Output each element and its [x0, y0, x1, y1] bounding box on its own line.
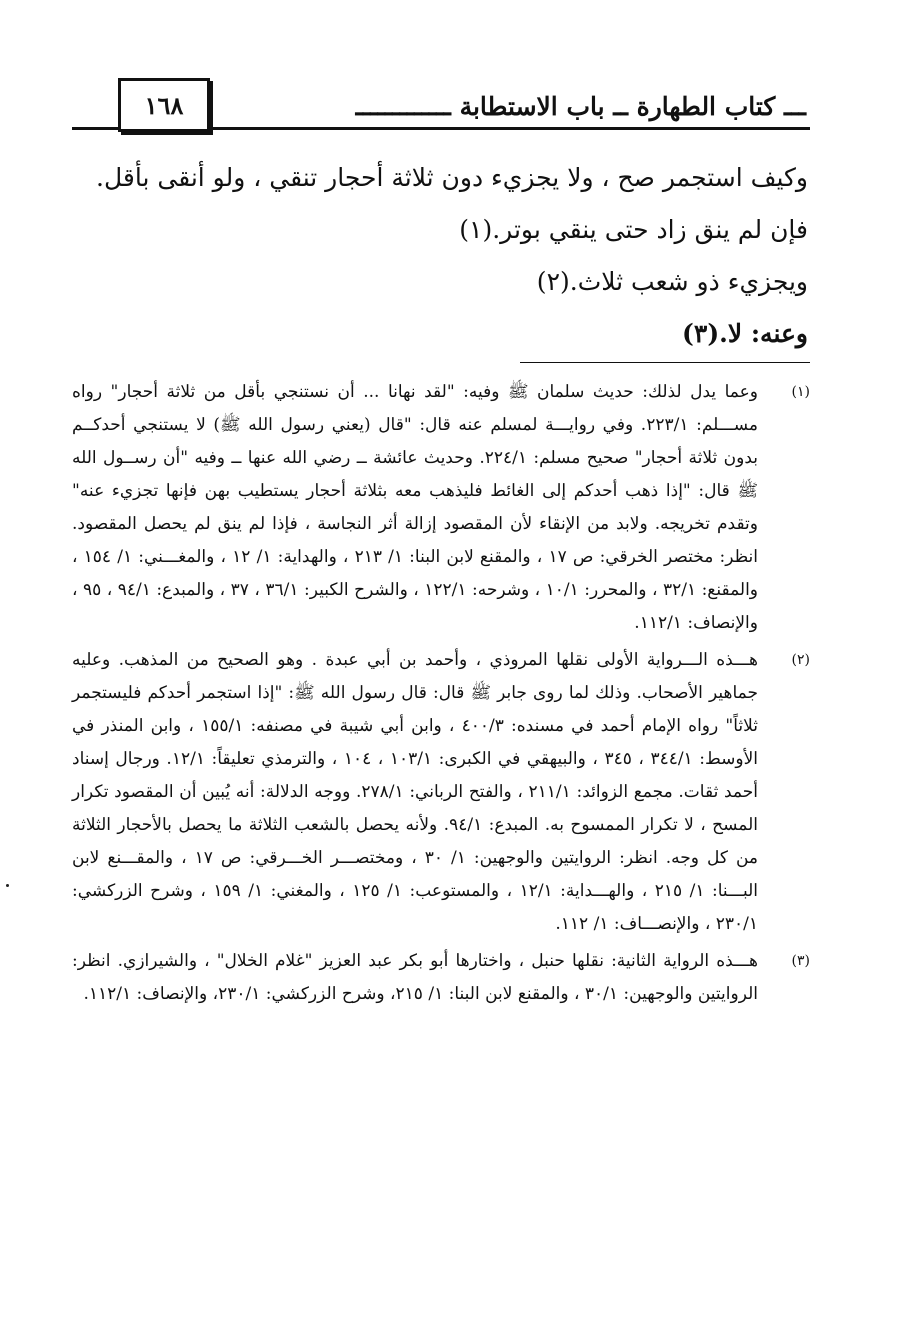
page-header [72, 78, 810, 130]
footnote [72, 945, 810, 1011]
footnote-number: (٣) [791, 953, 810, 969]
footnote [72, 376, 810, 640]
page-number: ١٦٨ [118, 78, 210, 132]
footnote-number: (١) [791, 384, 810, 400]
footnote-text: هـــذه الرواية الثانية: نقلها حنبل ، واختارها أبو بكر عبد العزيز "غلام الخلال" ، والشيرازي. انظر: الروايتين والوجهين: ٣٠/١ ، والمقنع لابن البنا: ١/ ٢١٥، وشرح الزركشي: ٢٣٠/١، والإنصاف: ١١٢/١. [72, 951, 758, 1004]
footnote [72, 644, 810, 941]
footnotes [72, 376, 810, 1015]
main-text [96, 152, 808, 360]
footnote-separator [520, 362, 810, 363]
main-text-line: وكيف استجمر صح ، ولا يجزيء دون ثلاثة أحجار تنقي ، ولو أنقى بأقل. [96, 163, 808, 192]
scan-speck [6, 884, 9, 887]
main-text-line: فإن لم ينق زاد حتى ينقي بوتر.(١) [459, 215, 808, 244]
running-title: ـــ كتاب الطهارة ــ باب الاستطابة ـــــــــــــ [352, 92, 810, 121]
footnote-text: هـــذه الـــرواية الأولى نقلها المروذي ، وأحمد بن أبي عبدة . وهو الصحيح من المذهب. وعليه جماهير الأصحاب. وذلك لما روى جابر ﷺ قال: قال رسول الله ﷺ: "إذا استجمر أحدكم فليستجمر ثلاثاً" رواه الإمام أحمد في مسنده: ٤٠٠/٣ ، وابن أبي شيبة في مصنفه: ١٥٥/١ ، وابن المنذر في الأوسط: ٣٤٤/١ ، ٣٤٥ ، والبيهقي في الكبرى: ١٠٣/١ ، ١٠٤ ، والترمذي تعليقاً: ١٢/١. ورجال إسناد أحمد ثقات. مجمع الزوائد: ٢١١/١ ، والفتح الرباني: ٢٧٨/١. ووجه الدلالة: أنه يُبين أن المقصود تكرار المسح ، لا تكرار الممسوح به. المبدع: ٩٤/١. ولأنه يحصل بالشعب الثلاثة ما يحصل بالأحجار الثلاثة من كل وجه. انظر: الروايتين والوجهين: ١/ ٣٠ ، ومختصـــر الخـــرقي: ص ١٧ ، والمقـــنع لابن البـــنا: ١/ ٢١٥ ، والهـــداية: ١٢/١ ، والمستوعب: ١/ ١٢٥ ، والمغني: ١/ ١٥٩ ، وشرح الزركشي: ٢٣٠/١ ، والإنصـــاف: ١/ ١١٢. [72, 650, 759, 934]
main-text-line: وعنه: لا.(٣) [682, 319, 808, 348]
footnote-number: (٢) [791, 652, 810, 668]
main-text-line: ويجزيء ذو شعب ثلاث.(٢) [536, 267, 808, 296]
footnote-text: وعما يدل لذلك: حديث سلمان ﷺ وفيه: "لقد نهانا ... أن نستنجي بأقل من ثلاثة أحجار" رواه مســـلم: ٢٢٣/١. وفي روايـــة لمسلم عنه قال: "قال (يعني رسول الله ﷺ) لا يستنجي أحدكــم بدون ثلاثة أحجار" صحيح مسلم: ٢٢٤/١. وحديث عائشة ــ رضي الله عنها ــ وفيه "أن رســول الله ﷺ قال: "إذا ذهب أحدكم إلى الغائط فليذهب معه بثلاثة أحجار يستطيب بهن فإنها تجزيء عنه" وتقدم تخريجه. ولابد من الإنقاء لأن المقصود إزالة أثر النجاسة ، فإذا لم ينق لم يحصل المقصود. انظر: مختصر الخرقي: ص ١٧ ، والمقنع لابن البنا: ١/ ٢١٣ ، والهداية: ١/ ١٢ ، والمغـــني: ١/ ١٥٤ ، والمقنع: ٣٢/١ ، والمحرر: ١٠/١ ، وشرحه: ١٢٢/١ ، والشرح الكبير: ٣٦/١ ، ٣٧ ، والمبدع: ٩٤/١ ، ٩٥ ، والإنصاف: ١١٢/١. [72, 382, 759, 633]
